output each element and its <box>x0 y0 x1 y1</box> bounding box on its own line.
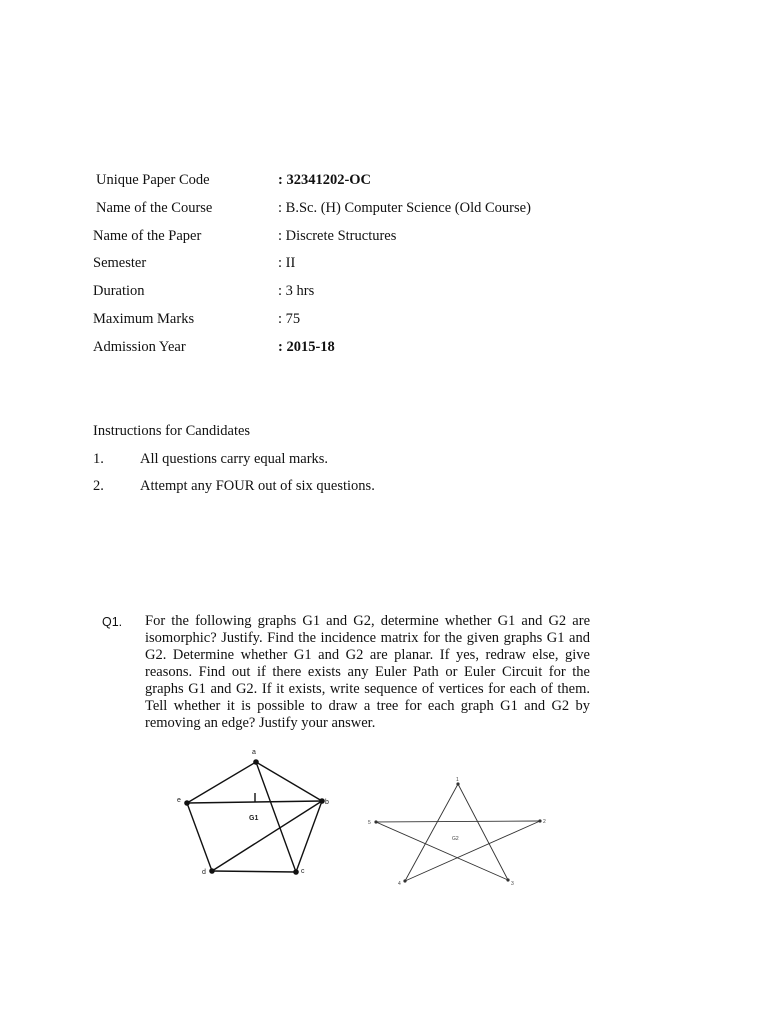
edge-b-c <box>296 801 322 872</box>
vertex-label-b: b <box>325 799 329 806</box>
vertex-e <box>184 800 190 806</box>
edge-c-d <box>212 871 296 872</box>
graph-label-g1: G1 <box>249 815 259 822</box>
edge-1-3 <box>458 784 508 880</box>
edge-d-e <box>187 803 212 871</box>
label-paper-code: Unique Paper Code <box>96 172 210 188</box>
value-admission-year: : 2015-18 <box>278 339 335 355</box>
vertex-a <box>253 759 259 765</box>
edge-5-2 <box>376 821 540 822</box>
value-course: : B.Sc. (H) Computer Science (Old Course) <box>278 200 531 216</box>
question-text: For the following graphs G1 and G2, determine whether G1 and G2 are isomorphic? Justify. Find the incidence matrix for the given graphs G1 and G2. Determine whether G1 and G2 are planar. If yes, redraw else, give reasons. Find out if there exists any Euler Path or Euler Circuit for the graphs G1 and G2. If it exists, write sequence of vertices for each of them. Tell whether it is possible to draw a tree for each graph G1 and G2 by removing an edge? Justify your answer. <box>145 613 590 731</box>
vertex-label-1: 1 <box>456 777 459 783</box>
edge-e-a <box>187 762 256 803</box>
vertex-label-a: a <box>252 749 256 756</box>
vertex-label-e: e <box>177 797 181 804</box>
vertex-d <box>209 868 215 874</box>
vertex-label-c: c <box>301 868 305 875</box>
edge-a-c <box>256 762 296 872</box>
instruction-1-text: All questions carry equal marks. <box>140 451 329 467</box>
edge-3-5 <box>376 822 508 880</box>
question-number: Q1. <box>102 615 123 629</box>
instruction-1-number: 1. <box>93 451 104 467</box>
edge-2-4 <box>405 821 540 881</box>
vertex-label-d: d <box>202 869 206 876</box>
value-max-marks: : 75 <box>278 311 301 327</box>
label-course: Name of the Course <box>96 200 213 216</box>
edge-d-b <box>212 801 322 871</box>
instruction-2-text: Attempt any FOUR out of six questions. <box>140 478 375 494</box>
label-admission-year: Admission Year <box>93 339 186 355</box>
vertex-2 <box>538 819 541 822</box>
label-duration: Duration <box>93 283 145 299</box>
edge-4-1 <box>405 784 458 881</box>
instructions-heading: Instructions for Candidates <box>93 423 251 439</box>
graph-g2 <box>360 772 560 897</box>
graph-label-g2: G2 <box>452 836 459 842</box>
label-paper: Name of the Paper <box>93 228 202 244</box>
value-paper-code: : 32341202-OC <box>278 172 372 188</box>
vertex-label-3: 3 <box>511 881 514 887</box>
label-semester: Semester <box>93 255 147 271</box>
label-max-marks: Maximum Marks <box>93 311 195 327</box>
instruction-2-number: 2. <box>93 478 104 494</box>
graph-g1 <box>170 742 340 882</box>
vertex-5 <box>374 820 377 823</box>
value-duration: : 3 hrs <box>278 283 315 299</box>
vertex-b <box>319 798 325 804</box>
vertex-label-2: 2 <box>543 819 546 825</box>
vertex-4 <box>403 879 406 882</box>
vertex-label-5: 5 <box>368 820 371 826</box>
vertex-label-4: 4 <box>398 881 401 887</box>
vertex-3 <box>506 878 509 881</box>
value-semester: : II <box>278 255 296 271</box>
edge-a-b <box>256 762 322 801</box>
value-paper: : Discrete Structures <box>278 228 397 244</box>
vertex-c <box>293 869 299 875</box>
